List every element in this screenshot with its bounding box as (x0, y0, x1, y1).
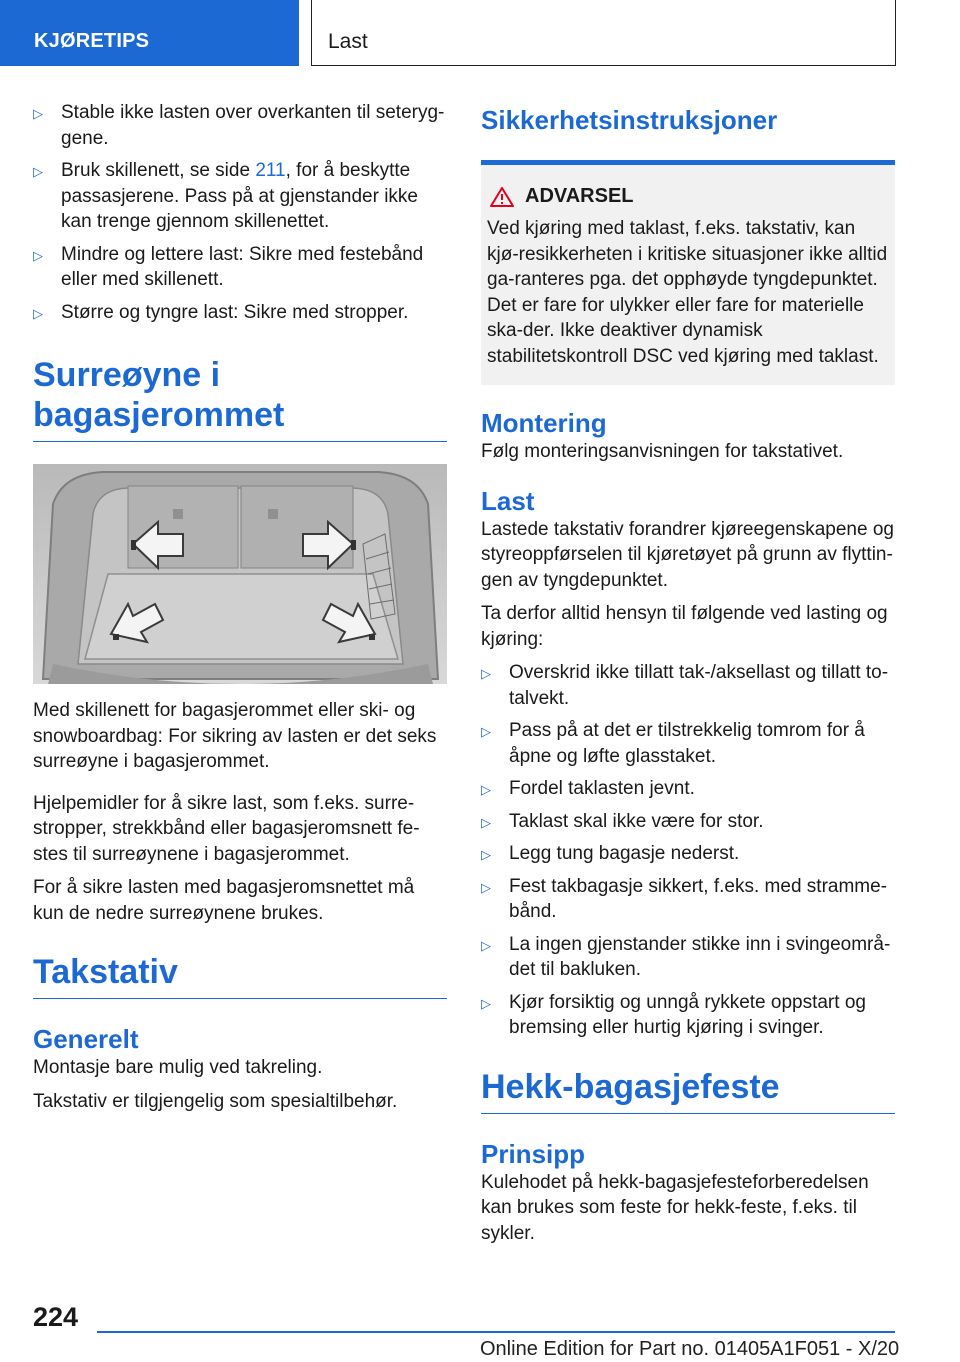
triangle-right-icon: ▷ (33, 247, 43, 263)
section-title-lashing-eyes: Surreøyne i bagasjerommet (33, 355, 447, 442)
list-item: ▷ Legg tung bagasje nederst. (481, 841, 895, 867)
warning-label: ADVARSEL (525, 185, 634, 207)
page-number: 224 (33, 1302, 79, 1332)
triangle-right-icon: ▷ (481, 879, 491, 895)
warning-triangle-icon (489, 186, 515, 208)
list-item: ▷ Mindre og lettere last: Sikre med festebånd eller med skillenett. (33, 243, 424, 290)
footer-divider (97, 1331, 895, 1333)
triangle-right-icon: ▷ (481, 782, 491, 797)
subsection-title-mounting: Montering (481, 408, 607, 438)
paragraph-principle: Kulehodet på hekk-bagasjefesteforberedelsen kan brukes som feste for hekk-feste, f.eks. til sykler. (481, 1171, 869, 1244)
subsection-title-principle: Prinsipp (481, 1138, 586, 1169)
list-item: ▷ La ingen gjenstander stikke inn i svingeområ‐det til bakluken. (481, 933, 891, 980)
triangle-right-icon: ▷ (481, 847, 491, 862)
list-item: ▷ Pass på at det er tilstrekkelig tomrom for å åpne og løfte glasstaket. (481, 720, 865, 767)
header-section-tab: KJØRETIPS (0, 0, 299, 66)
right-column (481, 100, 895, 1254)
list-item: ▷ Fordel taklasten jevnt. (481, 776, 895, 802)
section-title-safety: Sikkerhetsinstruksjoner (481, 105, 778, 135)
warning-box (481, 160, 895, 385)
triangle-right-icon: ▷ (481, 724, 491, 739)
section-title-roof-rack: Takstativ (33, 952, 447, 999)
triangle-right-icon: ▷ (481, 814, 491, 830)
list-item: ▷ Stable ikke lasten over overkanten til seteryg‐gene. (33, 102, 445, 149)
warning-text: Ved kjøring med taklast, f.eks. takstativ, kan kjø‐resikkerheten i kritiske situasjoner ikke alltid ga‐ranteres pga. det opphøyde tyngdepunktet. Det er fare for ulykker eller fare for materielle ska‐der. Ikke deaktiver dynamisk stabilitetskontroll DSC ved kjøring med taklast. (487, 218, 888, 367)
paragraph-mounting: Følg monteringsanvisningen for takstativet. (481, 441, 844, 462)
section-title-rear-carrier: Hekk-bagasjefeste (481, 1067, 895, 1114)
paragraph-lashing-tools: Hjelpemidler for å sikre last, som f.eks. surre‐stropper, strekkbånd eller bagasjeromsnett fe‐stes til surreøynene i bagasjerommet. (33, 792, 420, 865)
paragraph-load-1: Lastede takstativ forandrer kjøreegenskapene og styreoppførselen til kjøretøyet på grunn av flyttin‐gen av tyngdepunktet. (481, 518, 894, 591)
list-item: ▷ Større og tyngre last: Sikre med stropper. (33, 300, 447, 326)
load-bullet-list (33, 100, 447, 325)
footer-edition: Online Edition for Part no. 01405A1F051 - X/20 (480, 1338, 900, 1360)
paragraph-general-2: Takstativ er tilgjengelig som spesialtilbehør. (33, 1090, 398, 1112)
warning-header (487, 185, 889, 208)
triangle-right-icon: ▷ (481, 666, 491, 681)
list-item: ▷ Bruk skillenett, se side 211, for å beskytte passasjerene. Pass på at gjenstander ikke kan trenge gjennom skillenettet. (33, 160, 418, 232)
triangle-right-icon: ▷ (33, 305, 43, 321)
list-item: ▷ Overskrid ikke tillatt tak-/aksellast og tillatt to‐talvekt. (481, 662, 889, 709)
subsection-title-general: Generelt (33, 1024, 139, 1054)
triangle-right-icon: ▷ (481, 937, 491, 953)
list-item: ▷ Kjør forsiktig og unngå rykkete oppstart og bremsing eller hurtig kjøring i svinger. (481, 991, 866, 1038)
subsection-title-load: Last (481, 485, 535, 516)
roof-load-bullet-list (481, 660, 895, 1041)
paragraph-luggage-net: For å sikre lasten med bagasjeromsnettet må kun de nedre surreøynene brukes. (33, 877, 415, 924)
triangle-right-icon: ▷ (481, 995, 491, 1011)
figure-caption: Med skillenett for bagasjerommet eller ski- og snowboardbag: For sikring av lasten er det seks surreøyne i bagasjerommet. (33, 700, 437, 772)
triangle-right-icon: ▷ (33, 106, 43, 121)
cargo-area-illustration (33, 464, 447, 684)
triangle-right-icon: ▷ (33, 164, 43, 179)
list-item: ▷ Fest takbagasje sikkert, f.eks. med stramme‐bånd. (481, 875, 888, 922)
list-item: ▷ Taklast skal ikke være for stor. (481, 809, 895, 835)
paragraph-general-1: Montasje bare mulig ved takreling. (33, 1057, 323, 1078)
cargo-area-illustration-svg (33, 464, 447, 684)
page-reference-link[interactable]: 211 (255, 160, 286, 181)
paragraph-load-2: Ta derfor alltid hensyn til følgende ved lasting og kjøring: (481, 603, 888, 650)
left-column (33, 100, 447, 1122)
header-chapter-title: Last (311, 0, 896, 66)
